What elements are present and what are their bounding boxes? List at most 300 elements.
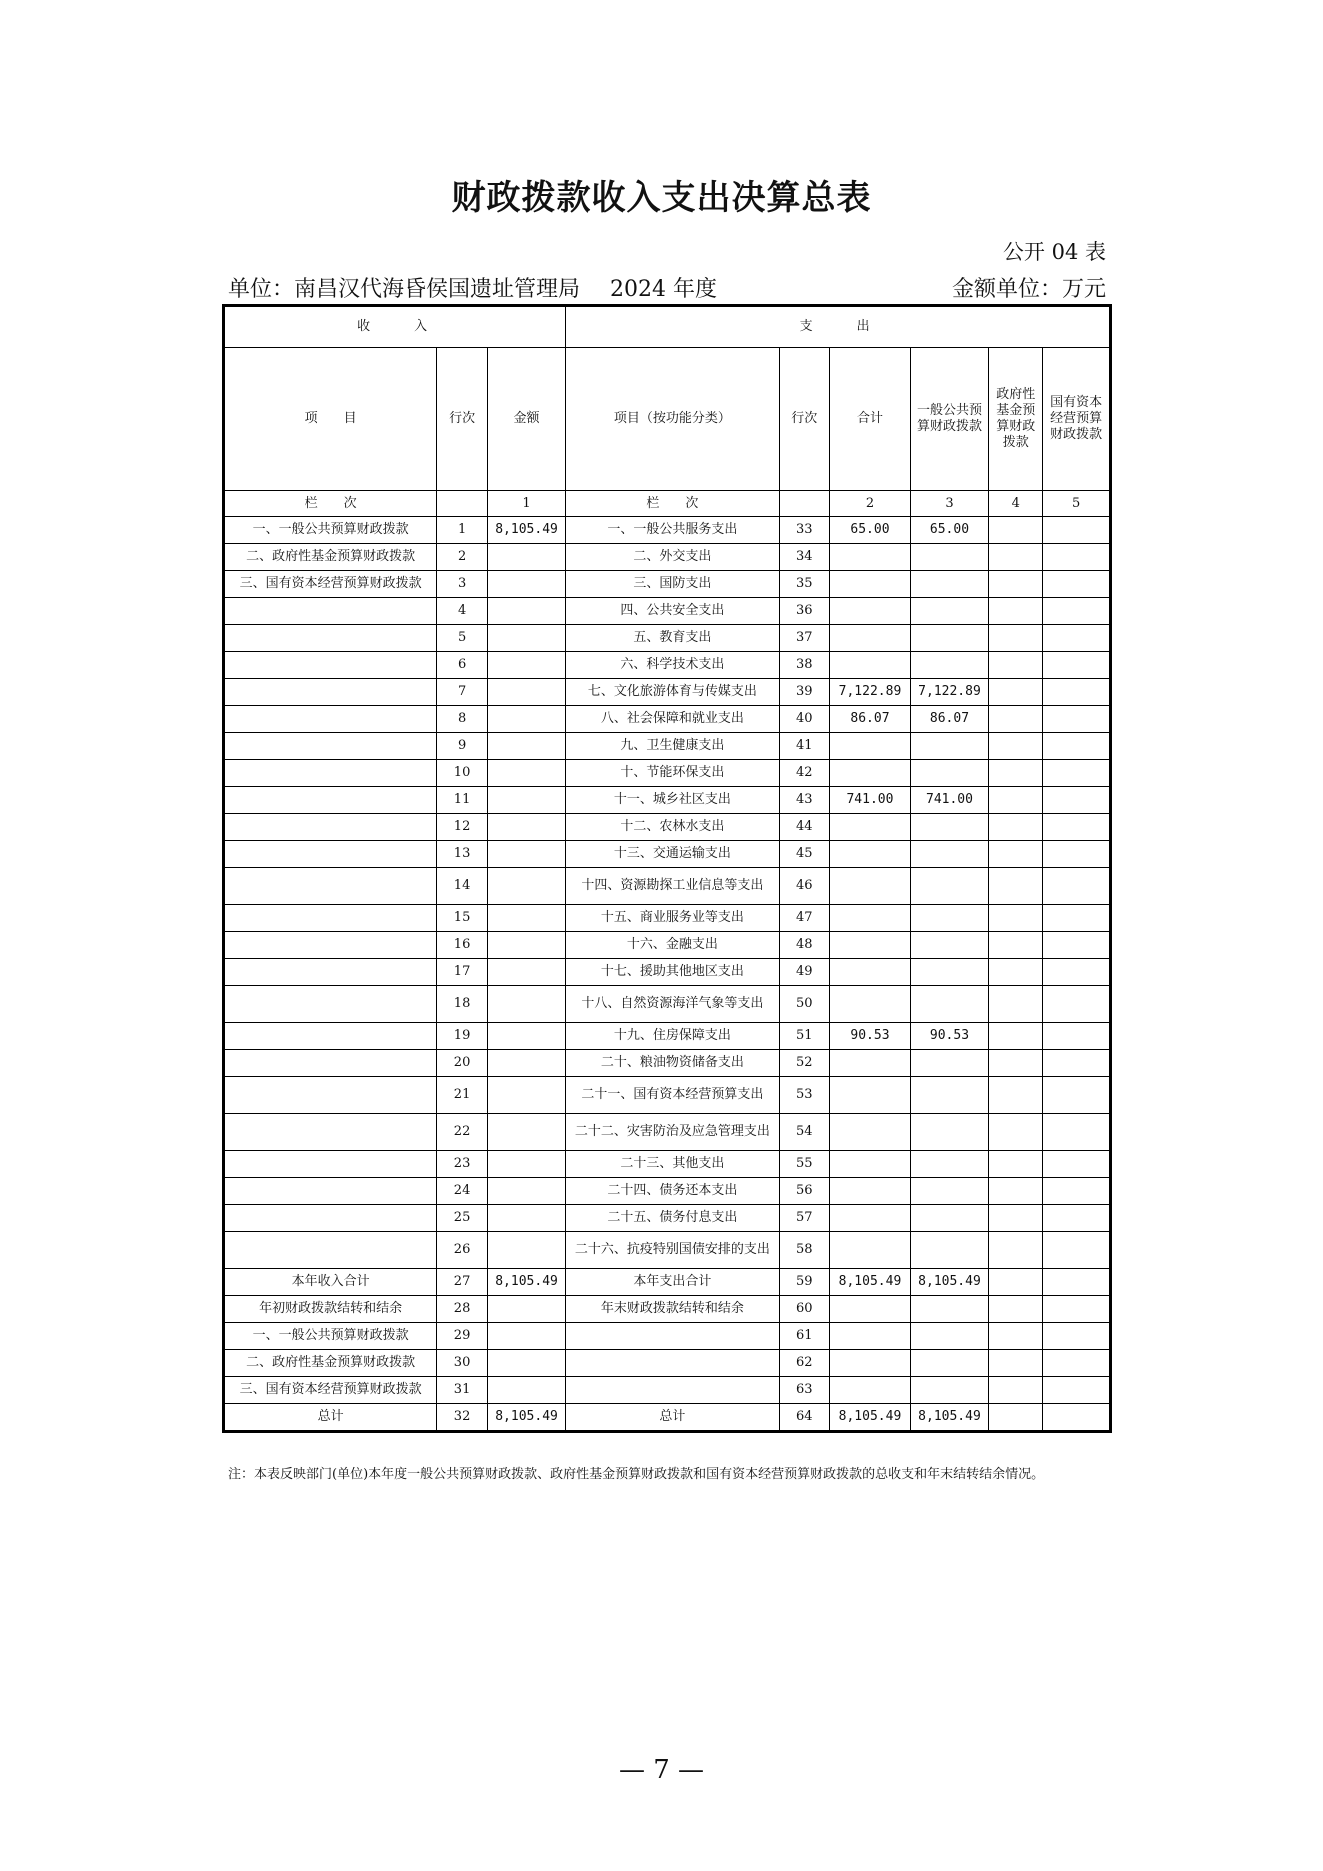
state-capital-amount	[1043, 706, 1111, 733]
income-amount	[487, 1023, 565, 1050]
table-row	[224, 932, 1111, 959]
income-amount	[487, 652, 565, 679]
income-row-no: 18	[437, 986, 488, 1023]
general-budget-amount	[910, 760, 988, 787]
income-row-no: 25	[437, 1205, 488, 1232]
state-capital-amount	[1043, 932, 1111, 959]
expense-item: 十九、住房保障支出	[566, 1023, 779, 1050]
gov-fund-amount	[989, 1323, 1043, 1350]
lanci-c4: 4	[989, 491, 1043, 517]
expense-total	[830, 1050, 911, 1077]
income-row-no: 9	[437, 733, 488, 760]
unit-line	[228, 272, 717, 303]
income-row-no: 16	[437, 932, 488, 959]
gov-fund-amount	[989, 706, 1043, 733]
income-item	[224, 1114, 437, 1151]
income-item: 二、政府性基金预算财政拨款	[224, 1350, 437, 1377]
income-row-no: 22	[437, 1114, 488, 1151]
expense-row-no: 54	[779, 1114, 830, 1151]
expense-item: 四、公共安全支出	[566, 598, 779, 625]
general-budget-amount	[910, 598, 988, 625]
expense-total: 90.53	[830, 1023, 911, 1050]
expense-row-no: 43	[779, 787, 830, 814]
income-amount	[487, 1232, 565, 1269]
table-row	[224, 571, 1111, 598]
expense-total	[830, 598, 911, 625]
income-item: 三、国有资本经营预算财政拨款	[224, 1377, 437, 1404]
table-row	[224, 1296, 1111, 1323]
table-row	[224, 517, 1111, 544]
expense-row-no: 49	[779, 959, 830, 986]
expense-row-no: 63	[779, 1377, 830, 1404]
income-item: 本年收入合计	[224, 1269, 437, 1296]
income-item: 三、国有资本经营预算财政拨款	[224, 571, 437, 598]
income-row-no: 12	[437, 814, 488, 841]
budget-table	[222, 304, 1112, 1433]
expense-header: 支 出	[566, 306, 1111, 348]
state-capital-amount	[1043, 679, 1111, 706]
general-budget-amount	[910, 1151, 988, 1178]
income-amount	[487, 1077, 565, 1114]
income-item	[224, 733, 437, 760]
expense-row-no: 62	[779, 1350, 830, 1377]
income-row-no: 26	[437, 1232, 488, 1269]
expense-total: 65.00	[830, 517, 911, 544]
expense-item: 二十一、国有资本经营预算支出	[566, 1077, 779, 1114]
expense-row-no: 56	[779, 1178, 830, 1205]
income-amount: 8,105.49	[487, 517, 565, 544]
table-row	[224, 868, 1111, 905]
income-item	[224, 787, 437, 814]
table-row	[224, 1269, 1111, 1296]
income-amount	[487, 1114, 565, 1151]
income-row-no: 24	[437, 1178, 488, 1205]
income-row-no: 21	[437, 1077, 488, 1114]
expense-total	[830, 1205, 911, 1232]
general-budget-amount	[910, 733, 988, 760]
income-amount	[487, 905, 565, 932]
expense-total	[830, 760, 911, 787]
gov-fund-amount	[989, 1232, 1043, 1269]
expense-total	[830, 1151, 911, 1178]
income-item	[224, 625, 437, 652]
table-row	[224, 986, 1111, 1023]
table-row	[224, 841, 1111, 868]
general-budget-amount: 8,105.49	[910, 1269, 988, 1296]
income-amount	[487, 841, 565, 868]
income-amount: 8,105.49	[487, 1269, 565, 1296]
income-item	[224, 814, 437, 841]
income-row-no: 20	[437, 1050, 488, 1077]
income-item	[224, 652, 437, 679]
income-item: 年初财政拨款结转和结余	[224, 1296, 437, 1323]
table-row	[224, 959, 1111, 986]
general-budget-amount	[910, 571, 988, 598]
table-row	[224, 1323, 1111, 1350]
expense-total: 7,122.89	[830, 679, 911, 706]
state-capital-amount	[1043, 517, 1111, 544]
gov-fund-amount	[989, 905, 1043, 932]
income-item	[224, 760, 437, 787]
expense-item: 十四、资源勘探工业信息等支出	[566, 868, 779, 905]
state-capital-amount	[1043, 1350, 1111, 1377]
table-row	[224, 1350, 1111, 1377]
expense-item: 二十三、其他支出	[566, 1151, 779, 1178]
expense-row-no: 64	[779, 1404, 830, 1432]
gov-fund-amount	[989, 959, 1043, 986]
state-capital-amount	[1043, 1077, 1111, 1114]
col-header-item: 项 目	[224, 348, 437, 491]
expense-item: 总计	[566, 1404, 779, 1432]
state-capital-amount	[1043, 1232, 1111, 1269]
table-row	[224, 679, 1111, 706]
expense-item: 六、科学技术支出	[566, 652, 779, 679]
income-amount	[487, 1377, 565, 1404]
table-row	[224, 706, 1111, 733]
income-row-no: 13	[437, 841, 488, 868]
table-row	[224, 625, 1111, 652]
income-amount	[487, 733, 565, 760]
page-title: 财政拨款收入支出决算总表	[451, 178, 872, 218]
state-capital-amount	[1043, 841, 1111, 868]
state-capital-amount	[1043, 652, 1111, 679]
income-row-no: 10	[437, 760, 488, 787]
general-budget-amount: 86.07	[910, 706, 988, 733]
gov-fund-amount	[989, 1077, 1043, 1114]
expense-row-no: 60	[779, 1296, 830, 1323]
col-header-total: 合计	[830, 348, 911, 491]
table-row	[224, 1232, 1111, 1269]
expense-item: 二十、粮油物资储备支出	[566, 1050, 779, 1077]
gov-fund-amount	[989, 1151, 1043, 1178]
income-item	[224, 706, 437, 733]
state-capital-amount	[1043, 1114, 1111, 1151]
expense-item	[566, 1323, 779, 1350]
expense-total	[830, 959, 911, 986]
income-item	[224, 1151, 437, 1178]
gov-fund-amount	[989, 625, 1043, 652]
expense-row-no: 52	[779, 1050, 830, 1077]
page-number: — 7 —	[618, 1755, 705, 1785]
expense-row-no: 33	[779, 517, 830, 544]
expense-total	[830, 1232, 911, 1269]
gov-fund-amount	[989, 544, 1043, 571]
gov-fund-amount	[989, 814, 1043, 841]
gov-fund-amount	[989, 932, 1043, 959]
general-budget-amount	[910, 905, 988, 932]
general-budget-amount	[910, 841, 988, 868]
lanci-label-2: 栏 次	[566, 491, 779, 517]
expense-row-no: 39	[779, 679, 830, 706]
col-header-item-by-function: 项目（按功能分类）	[566, 348, 779, 491]
table-row	[224, 733, 1111, 760]
expense-total	[830, 571, 911, 598]
income-row-no: 30	[437, 1350, 488, 1377]
expense-total	[830, 1323, 911, 1350]
expense-total: 741.00	[830, 787, 911, 814]
table-row	[224, 1050, 1111, 1077]
income-amount	[487, 1323, 565, 1350]
lanci-c2: 2	[830, 491, 911, 517]
income-item	[224, 905, 437, 932]
expense-row-no: 41	[779, 733, 830, 760]
state-capital-amount	[1043, 959, 1111, 986]
expense-row-no: 40	[779, 706, 830, 733]
table-row	[224, 544, 1111, 571]
state-capital-amount	[1043, 1323, 1111, 1350]
general-budget-amount	[910, 652, 988, 679]
expense-item: 九、卫生健康支出	[566, 733, 779, 760]
gov-fund-amount	[989, 1404, 1043, 1432]
table-row	[224, 814, 1111, 841]
income-item	[224, 598, 437, 625]
income-amount	[487, 1205, 565, 1232]
income-item: 总计	[224, 1404, 437, 1432]
income-row-no: 15	[437, 905, 488, 932]
table-row	[224, 1377, 1111, 1404]
lanci-label: 栏 次	[224, 491, 437, 517]
expense-item: 十八、自然资源海洋气象等支出	[566, 986, 779, 1023]
general-budget-amount: 7,122.89	[910, 679, 988, 706]
expense-row-no: 59	[779, 1269, 830, 1296]
general-budget-amount	[910, 625, 988, 652]
state-capital-amount	[1043, 1296, 1111, 1323]
gov-fund-amount	[989, 733, 1043, 760]
expense-total	[830, 1350, 911, 1377]
table-row	[224, 598, 1111, 625]
income-amount	[487, 932, 565, 959]
income-amount	[487, 571, 565, 598]
expense-row-no: 35	[779, 571, 830, 598]
state-capital-amount	[1043, 868, 1111, 905]
income-item	[224, 679, 437, 706]
gov-fund-amount	[989, 787, 1043, 814]
state-capital-amount	[1043, 1050, 1111, 1077]
general-budget-amount	[910, 1232, 988, 1269]
general-budget-amount	[910, 544, 988, 571]
expense-total	[830, 1178, 911, 1205]
income-amount	[487, 706, 565, 733]
gov-fund-amount	[989, 1050, 1043, 1077]
state-capital-amount	[1043, 1178, 1111, 1205]
income-item	[224, 959, 437, 986]
expense-item: 二十二、灾害防治及应急管理支出	[566, 1114, 779, 1151]
state-capital-amount	[1043, 733, 1111, 760]
expense-row-no: 53	[779, 1077, 830, 1114]
state-capital-amount	[1043, 571, 1111, 598]
state-capital-amount	[1043, 905, 1111, 932]
expense-item: 二、外交支出	[566, 544, 779, 571]
expense-total	[830, 1077, 911, 1114]
expense-total	[830, 625, 911, 652]
income-amount	[487, 868, 565, 905]
state-capital-amount	[1043, 760, 1111, 787]
table-row	[224, 1077, 1111, 1114]
income-row-no: 11	[437, 787, 488, 814]
state-capital-amount	[1043, 625, 1111, 652]
income-row-no: 4	[437, 598, 488, 625]
expense-total: 8,105.49	[830, 1269, 911, 1296]
expense-total	[830, 905, 911, 932]
expense-item	[566, 1377, 779, 1404]
expense-row-no: 42	[779, 760, 830, 787]
expense-total	[830, 1296, 911, 1323]
income-row-no: 8	[437, 706, 488, 733]
income-amount	[487, 1296, 565, 1323]
income-amount	[487, 544, 565, 571]
gov-fund-amount	[989, 598, 1043, 625]
expense-total	[830, 814, 911, 841]
general-budget-amount	[910, 932, 988, 959]
general-budget-amount	[910, 959, 988, 986]
gov-fund-amount	[989, 1269, 1043, 1296]
state-capital-amount	[1043, 1023, 1111, 1050]
general-budget-amount	[910, 1077, 988, 1114]
expense-item: 十一、城乡社区支出	[566, 787, 779, 814]
general-budget-amount	[910, 1296, 988, 1323]
income-amount	[487, 1178, 565, 1205]
expense-item: 年末财政拨款结转和结余	[566, 1296, 779, 1323]
general-budget-amount	[910, 1050, 988, 1077]
expense-item: 五、教育支出	[566, 625, 779, 652]
gov-fund-amount	[989, 571, 1043, 598]
income-amount	[487, 1350, 565, 1377]
expense-total	[830, 986, 911, 1023]
income-row-no: 23	[437, 1151, 488, 1178]
income-amount	[487, 814, 565, 841]
expense-item: 二十四、债务还本支出	[566, 1178, 779, 1205]
expense-row-no: 58	[779, 1232, 830, 1269]
expense-item: 十、节能环保支出	[566, 760, 779, 787]
income-amount	[487, 1050, 565, 1077]
expense-total	[830, 1377, 911, 1404]
income-row-no: 14	[437, 868, 488, 905]
income-item	[224, 1023, 437, 1050]
unit-label: 单位：南昌汉代海昏侯国遗址管理局	[228, 277, 581, 302]
expense-item: 八、社会保障和就业支出	[566, 706, 779, 733]
expense-item: 十三、交通运输支出	[566, 841, 779, 868]
state-capital-amount	[1043, 1151, 1111, 1178]
general-budget-amount	[910, 1205, 988, 1232]
income-item	[224, 932, 437, 959]
expense-item: 二十六、抗疫特别国债安排的支出	[566, 1232, 779, 1269]
expense-row-no: 34	[779, 544, 830, 571]
expense-row-no: 47	[779, 905, 830, 932]
income-item	[224, 868, 437, 905]
table-row	[224, 1151, 1111, 1178]
income-row-no: 5	[437, 625, 488, 652]
income-item: 一、一般公共预算财政拨款	[224, 1323, 437, 1350]
col-header-state-capital: 国有资本经营预算财政拨款	[1043, 348, 1111, 491]
col-header-general-budget: 一般公共预算财政拨款	[910, 348, 988, 491]
income-amount	[487, 959, 565, 986]
general-budget-amount	[910, 1323, 988, 1350]
income-row-no: 7	[437, 679, 488, 706]
expense-total	[830, 868, 911, 905]
income-amount	[487, 679, 565, 706]
col-header-row-no-2: 行次	[779, 348, 830, 491]
expense-row-no: 46	[779, 868, 830, 905]
income-row-no: 2	[437, 544, 488, 571]
form-number: 公开 04 表	[1002, 240, 1106, 264]
expense-row-no: 55	[779, 1151, 830, 1178]
income-row-no: 3	[437, 571, 488, 598]
general-budget-amount	[910, 1350, 988, 1377]
expense-item	[566, 1350, 779, 1377]
income-amount: 8,105.49	[487, 1404, 565, 1432]
expense-total: 8,105.49	[830, 1404, 911, 1432]
income-amount	[487, 787, 565, 814]
income-row-no: 29	[437, 1323, 488, 1350]
col-header-amount: 金额	[487, 348, 565, 491]
state-capital-amount	[1043, 598, 1111, 625]
expense-item: 十七、援助其他地区支出	[566, 959, 779, 986]
income-amount	[487, 625, 565, 652]
expense-row-no: 45	[779, 841, 830, 868]
income-amount	[487, 760, 565, 787]
lanci-c5: 5	[1043, 491, 1111, 517]
expense-item: 十二、农林水支出	[566, 814, 779, 841]
general-budget-amount	[910, 868, 988, 905]
income-row-no: 17	[437, 959, 488, 986]
income-row-no: 1	[437, 517, 488, 544]
table-row	[224, 652, 1111, 679]
income-amount	[487, 1151, 565, 1178]
table-row	[224, 787, 1111, 814]
gov-fund-amount	[989, 1296, 1043, 1323]
state-capital-amount	[1043, 1377, 1111, 1404]
lanci-empty-2	[779, 491, 830, 517]
income-item	[224, 1205, 437, 1232]
expense-total	[830, 841, 911, 868]
general-budget-amount	[910, 814, 988, 841]
income-item	[224, 1050, 437, 1077]
general-budget-amount	[910, 1377, 988, 1404]
expense-row-no: 38	[779, 652, 830, 679]
general-budget-amount	[910, 1114, 988, 1151]
table-row	[224, 1114, 1111, 1151]
col-header-row-no: 行次	[437, 348, 488, 491]
income-item: 一、一般公共预算财政拨款	[224, 517, 437, 544]
gov-fund-amount	[989, 986, 1043, 1023]
table-row	[224, 760, 1111, 787]
general-budget-amount: 65.00	[910, 517, 988, 544]
expense-item: 十五、商业服务业等支出	[566, 905, 779, 932]
gov-fund-amount	[989, 679, 1043, 706]
expense-row-no: 61	[779, 1323, 830, 1350]
income-amount	[487, 986, 565, 1023]
gov-fund-amount	[989, 868, 1043, 905]
general-budget-amount: 8,105.49	[910, 1404, 988, 1432]
expense-total: 86.07	[830, 706, 911, 733]
lanci-c3: 3	[910, 491, 988, 517]
income-row-no: 6	[437, 652, 488, 679]
footnote: 注：本表反映部门(单位)本年度一般公共预算财政拨款、政府性基金预算财政拨款和国有资本经营预算财政拨款的总收支和年末结转结余情况。	[228, 1467, 1045, 1482]
table-row	[224, 1023, 1111, 1050]
expense-item: 二十五、债务付息支出	[566, 1205, 779, 1232]
expense-total	[830, 733, 911, 760]
income-header: 收 入	[224, 306, 566, 348]
income-item	[224, 1178, 437, 1205]
state-capital-amount	[1043, 1404, 1111, 1432]
income-row-no: 19	[437, 1023, 488, 1050]
expense-row-no: 37	[779, 625, 830, 652]
state-capital-amount	[1043, 1269, 1111, 1296]
table-row	[224, 905, 1111, 932]
general-budget-amount: 741.00	[910, 787, 988, 814]
table-row	[224, 1205, 1111, 1232]
state-capital-amount	[1043, 787, 1111, 814]
